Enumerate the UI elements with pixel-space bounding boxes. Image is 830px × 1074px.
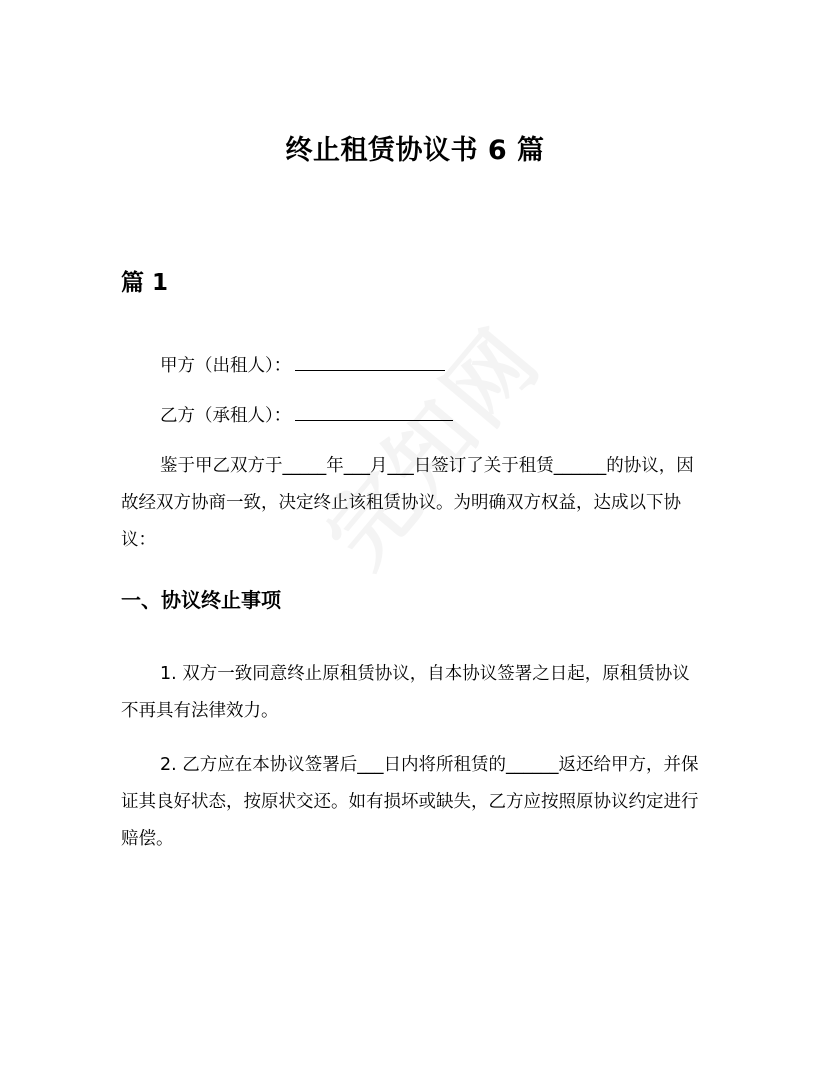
- item-1-paragraph: 1. 双方一致同意终止原租赁协议，自本协议签署之日起，原租赁协议不再具有法律效力。: [121, 664, 690, 721]
- sub-heading: 一、协议终止事项: [121, 588, 281, 612]
- party-a-label: 甲方（出租人）：: [160, 356, 292, 376]
- item-2-paragraph: 2. 乙方应在本协议签署后___日内将所租赁的______返还给甲方，并保证其良好状态，按原状交还。如有损坏或缺失，乙方应按照原协议约定进行赔偿。: [121, 755, 699, 849]
- party-a-line: [160, 352, 445, 377]
- document-title: 终止租赁协议书 6 篇: [285, 135, 545, 166]
- party-b-label: 乙方（承租人）：: [160, 406, 292, 426]
- party-a-blank: [295, 352, 445, 371]
- party-b-line: [160, 402, 453, 427]
- section-heading: 篇 1: [121, 270, 169, 296]
- intro-paragraph: 鉴于甲乙双方于_____年___月___日签订了关于租赁______的协议，因故经双方协商一致，决定终止该租赁协议。为明确双方权益，达成以下协议：: [121, 456, 694, 550]
- party-b-blank: [295, 402, 453, 421]
